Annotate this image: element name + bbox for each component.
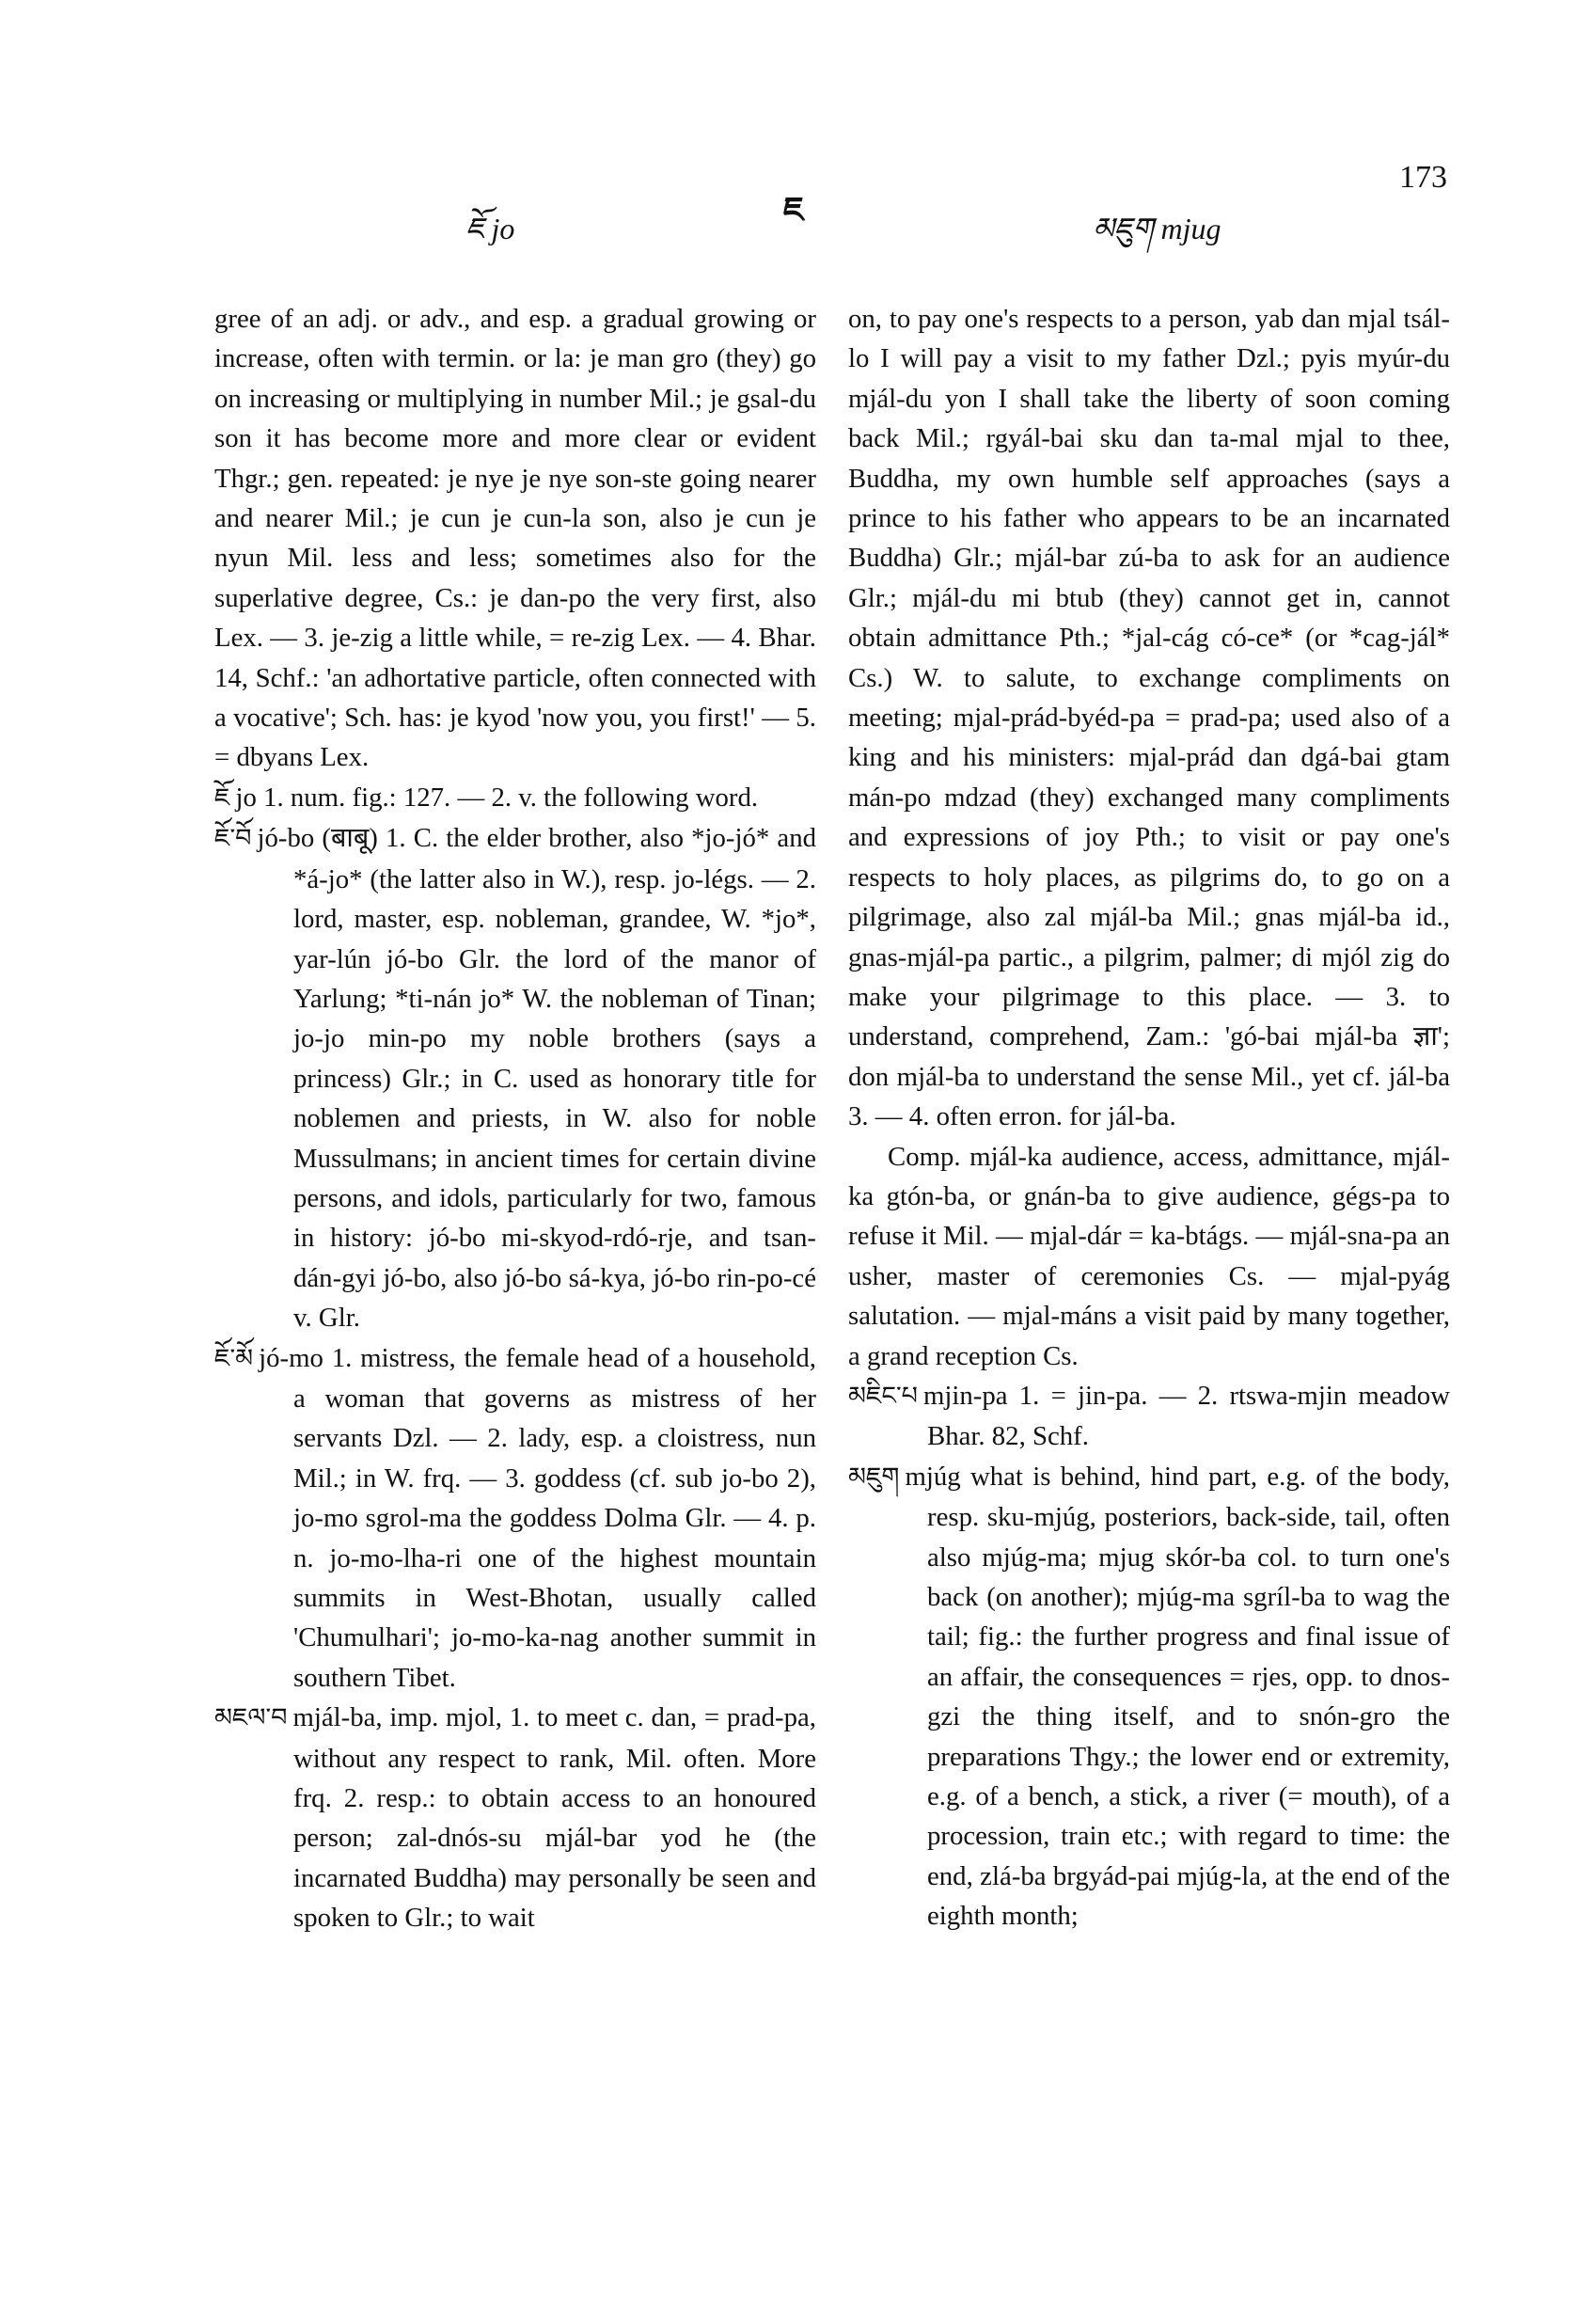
tibetan-headword: མཇིང་པ	[848, 1381, 918, 1411]
tibetan-headword: མཇལ་བ	[214, 1703, 288, 1733]
page-number: 173	[1399, 160, 1447, 195]
entry-mjalba	[214, 1698, 816, 1937]
left-column	[214, 299, 816, 1938]
tibetan-headword: ཇོ་བོ	[214, 824, 252, 854]
entry-text: jó-mo 1. mistress, the female head of a household, a woman that governs as mistress of her servants Dzl. — 2. lady, esp. a cloistress, nun Mil.; in W. frq. — 3. goddess (cf. sub jo-bo 2), jo-mo sgrol-ma the goddess Dolma Glr. — 4. p. n. jo-mo-lha-ri one of the highest mountain summits in West-Bhotan, usually called 'Chumulhari'; jo-mo-ka-nag another summit in southern Tibet.	[259, 1342, 816, 1693]
entry-mjug	[848, 1457, 1450, 1937]
entry-mjinpa	[848, 1376, 1450, 1457]
entry-text: mjál-ba, imp. mjol, 1. to meet c. dan, = prad-pa, without any respect to rank, Mil. often. More frq. 2. resp.: to obtain access to an honoured person; zal-dnós-su mjál-bar yod he (the incarnated Buddha) may personally be seen and spoken to Glr.; to wait	[292, 1702, 816, 1934]
running-head-right: མཇུག mjug	[1093, 212, 1221, 245]
compounds-paragraph: Comp. mjál-ka audience, access, admittance, mjál-ka gtón-ba, or gnán-ba to give audience, gégs-pa to refuse it Mil. — mjal-dár = ka-btágs. — mjál-sna-pa an usher, master of ceremonies Cs. — mjal-pyág salutation. — mjal-máns a visit paid by many together, a grand reception Cs.	[848, 1141, 1450, 1371]
entry-jo	[214, 778, 816, 818]
running-head-left: ཇོ jo	[465, 212, 515, 245]
tibetan-headword: ཇོ་མོ	[214, 1343, 254, 1373]
section-letter: ཇ	[783, 191, 804, 229]
entry-text: mjin-pa 1. = jin-pa. — 2. rtswa-mjin meadow Bhar. 82, Schf.	[922, 1380, 1450, 1452]
entry-jomo	[214, 1338, 816, 1699]
tibetan-headword: ཇོ	[214, 783, 230, 813]
entry-continuation-mjalba: on, to pay one's respects to a person, yab dan mjal tsál-lo I will pay a visit to my father Dzl.; pyis myúr-du mjál-du yon I shall take the liberty of soon coming back Mil.; rgyál-bai sku dan ta-mal mjal to thee, Buddha, my own humble self approaches (says a prince to his father who appears to be an incarnated Buddha) Glr.; mjál-bar zú-ba to ask for an audience Glr.; mjál-du mi btub (they) cannot get in, cannot obtain admittance Pth.; *jal-cág có-ce* (or *cag-jál* Cs.) W. to salute, to exchange compliments on meeting; mjal-prád-byéd-pa = prad-pa; used also of a king and his ministers: mjal-prád dan dgá-bai gtam mán-po mdzad (they) exchanged many compliments and expressions of joy Pth.; to visit or pay one's respects to holy places, as pilgrims do, to go on a pilgrimage, also zal mjál-ba Mil.; gnas mjál-ba id., gnas-mjál-pa partic., a pilgrim, palmer; di mjól zig do make your pilgrimage to this place. — 3. to understand, comprehend, Zam.: 'gó-bai mjál-ba ज्ञा'; don mjál-ba to understand the sense Mil., yet cf. jál-ba 3. — 4. often erron. for jál-ba.	[848, 304, 1450, 1132]
entry-text: mjúg what is behind, hind part, e.g. of the body, resp. sku-mjúg, posteriors, back-side, tail, often also mjúg-ma; mjug skór-ba col. to turn one's back (on another); mjúg-ma sgríl-ba to wag the tail; fig.: the further progress and final issue of an affair, the consequences = rjes, opp. to dnos-gzi the thing itself, and to snón-gro the preparations Thgy.; the lower end or extremity, e.g. of a bench, a stick, a river (= mouth), of a procession, train etc.; with regard to time: the end, zlá-ba brgyád-pai mjúg-la, at the end of the eighth month;	[905, 1461, 1450, 1932]
entry-continuation-je: gree of an adj. or adv., and esp. a gradual growing or increase, often with termin. or la: je man gro (they) go on increasing or multiplying in number Mil.; je gsal-du son it has become more and more clear or evident Thgr.; gen. repeated: je nye je nye son-ste going nearer and nearer Mil.; je cun je cun-la son, also je cun je nyun Mil. less and less; sometimes also for the superlative degree, Cs.: je dan-po the very first, also Lex. — 3. je-zig a little while, = re-zig Lex. — 4. Bhar. 14, Schf.: 'an adhortative particle, often connected with a vocative'; Sch. has: je kyod 'now you, you first!' — 5. = dbyans Lex.	[214, 304, 816, 773]
right-column	[848, 299, 1450, 1937]
entry-text: jo 1. num. fig.: 127. — 2. v. the following word.	[235, 782, 759, 813]
entry-jobo	[214, 818, 816, 1337]
tibetan-headword: མཇུག	[848, 1462, 900, 1492]
entry-text: jó-bo (बाबू) 1. C. the elder brother, also *jo-jó* and *á-jo* (the latter also in W.), resp. jo-légs. — 2. lord, master, esp. nobleman, grandee, W. *jo*, yar-lún jó-bo Glr. the lord of the manor of Yarlung; *ti-nán jo* W. the nobleman of Tinan; jo-jo min-po my noble brothers (says a princess) Glr.; in C. used as honorary title for noblemen and priests, in W. also for noble Mussulmans; in ancient times for certain divine persons, and idols, particularly for two, famous in history: jó-bo mi-skyod-rdó-rje, and tsan-dán-gyi jó-bo, also jó-bo sá-kya, jó-bo rin-po-cé v. Glr.	[257, 823, 816, 1334]
